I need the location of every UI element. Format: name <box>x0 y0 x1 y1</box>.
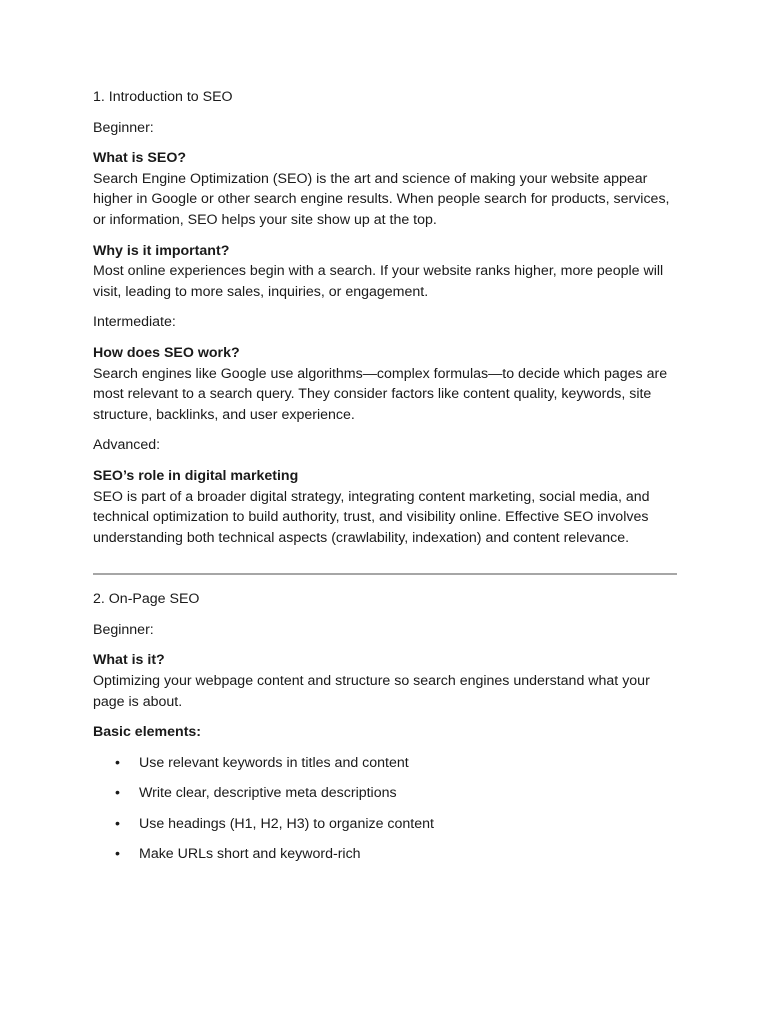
level-label-beginner: Beginner: <box>93 621 154 638</box>
level-label-advanced: Advanced: <box>93 437 161 454</box>
subheading: SEO’s role in digital marketing <box>93 467 299 484</box>
paragraph-text: Optimizing your webpage content and structure so search engines understand what your page is about. <box>93 673 650 710</box>
section-on-page-seo <box>93 589 677 864</box>
basic-elements-list <box>93 753 677 865</box>
list-item <box>93 783 677 804</box>
list-item-text: Write clear, descriptive meta descriptions <box>139 785 397 802</box>
bullet-icon: • <box>115 754 120 771</box>
list-item <box>93 753 677 774</box>
subheading: What is it? <box>93 652 165 669</box>
section-title: 1. Introduction to SEO <box>93 89 233 105</box>
paragraph-text: Search Engine Optimization (SEO) is the art and science of making your website appear higher in Google or other search engine results. When people search for products, services, or information, SEO helps your site show up at the top. <box>93 170 670 228</box>
basic-elements-heading: Basic elements: <box>93 724 202 741</box>
section-introduction-to-seo <box>93 87 677 548</box>
why-important-paragraph <box>93 241 677 303</box>
paragraph-text: Most online experiences begin with a search. If your website ranks higher, more people will visit, leading to more sales, inquiries, or engagement. <box>93 263 664 300</box>
what-is-it-paragraph <box>93 650 677 712</box>
seo-role-paragraph <box>93 466 677 548</box>
paragraph-text: Search engines like Google use algorithms—complex formulas—to decide which pages are most relevant to a search query. They consider factors like content quality, keywords, site structure, backlinks, and user experience. <box>93 365 668 423</box>
bullet-icon: • <box>115 815 120 832</box>
section-divider <box>93 573 677 575</box>
bullet-icon: • <box>115 785 120 802</box>
paragraph-text: SEO is part of a broader digital strategy, integrating content marketing, social media, and technical optimization to build authority, trust, and visibility online. Effective SEO involves understanding both technical aspects (crawlability, indexation) and content relevance. <box>93 488 650 546</box>
list-item-text: Use headings (H1, H2, H3) to organize content <box>139 815 434 832</box>
bullet-icon: • <box>115 846 120 863</box>
document-page <box>93 87 677 874</box>
section-title: 2. On-Page SEO <box>93 591 200 608</box>
list-item-text: Make URLs short and keyword-rich <box>139 846 361 863</box>
level-label-beginner: Beginner: <box>93 119 154 136</box>
list-item-text: Use relevant keywords in titles and content <box>139 754 409 771</box>
subheading: Why is it important? <box>93 242 230 259</box>
how-seo-works-paragraph <box>93 343 677 425</box>
list-item <box>93 814 677 835</box>
subheading: How does SEO work? <box>93 344 240 361</box>
subheading: What is SEO? <box>93 150 187 167</box>
list-item <box>93 844 677 865</box>
what-is-seo-paragraph <box>93 148 677 230</box>
level-label-intermediate: Intermediate: <box>93 314 176 331</box>
